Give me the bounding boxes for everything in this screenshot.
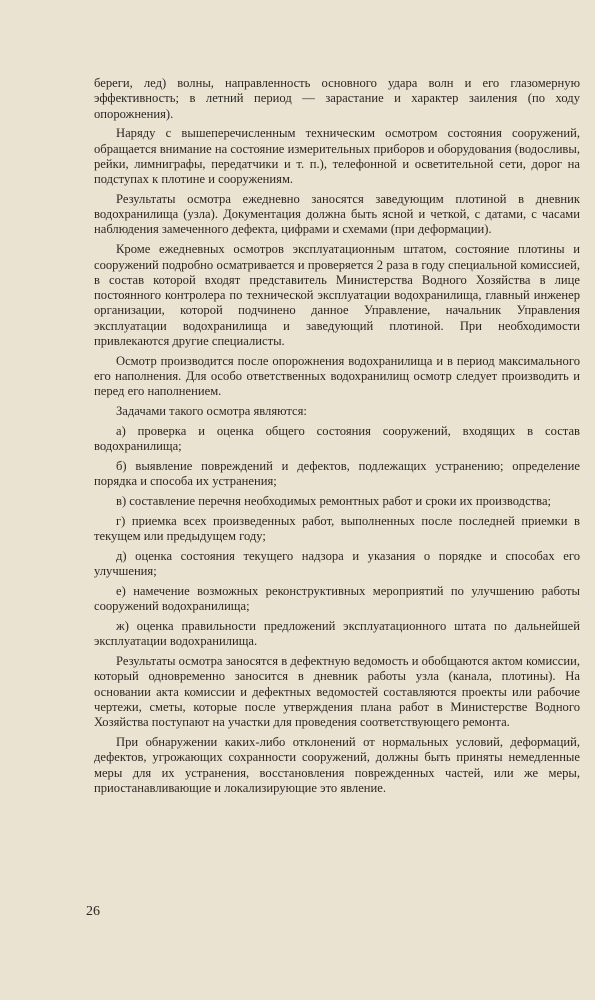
paragraph: Результаты осмотра заносятся в дефектную ведомость и обобщаются актом комиссии, который одновременно заносится в дневник работы узла (канала, плотины). На основании акта комиссии и дефектных ведомостей составляются проекты или рабочие чертежи, сметы, которые после утверждения плана работ в Министерстве Водного Хозяйства поступают на участки для проведения соответствующего ремонта. bbox=[94, 654, 580, 730]
list-item: е) намечение возможных реконструктивных мероприятий по улучшению работы сооружений водохранилища; bbox=[94, 584, 580, 614]
body-text bbox=[94, 76, 580, 801]
paragraph: Кроме ежедневных осмотров эксплуатационным штатом, состояние плотины и сооружений подробно осматривается и проверяется 2 раза в году специальной комиссией, в состав которой входят представитель Министерства Водного Хозяйства в лице постоянного контролера по технической эксплуатации водохранилища, главный инженер организации, которой подчинено данное Управление, начальник Управления эксплуатации водохранилища и заведующий плотиной. При необходимости привлекаются другие специалисты. bbox=[94, 242, 580, 348]
list-item: ж) оценка правильности предложений эксплуатационного штата по дальнейшей эксплуатации водохранилища. bbox=[94, 619, 580, 649]
paragraph: Наряду с вышеперечисленным техническим осмотром состояния сооружений, обращается внимание на состояние измерительных приборов и оборудования (водосливы, рейки, лимниграфы, передатчики и т. п.), телефонной и осветительной сети, дорог на подступах к плотине и сооружениям. bbox=[94, 126, 580, 187]
list-item: в) составление перечня необходимых ремонтных работ и сроки их производства; bbox=[116, 494, 552, 508]
list-intro: Задачами такого осмотра являются: bbox=[116, 403, 307, 418]
paragraph-continuation: береги, лед) волны, направленность основного удара волн и его глазомерную эффективность; в летний период — зарастание и характер заиления (по ходу опорожнения). bbox=[94, 76, 580, 121]
paragraph: При обнаружении каких-либо отклонений от нормальных условий, деформаций, дефектов, угрожающих сохранности сооружений, должны быть приняты немедленные меры для их устранения, восстановления поврежденных частей, или же меры, приостанавливающие и локализирующие это явление. bbox=[94, 735, 580, 795]
page-number: 26 bbox=[86, 904, 100, 919]
paragraph: Результаты осмотра ежедневно заносятся заведующим плотиной в дневник водохранилища (узла). Документация должна быть ясной и четкой, с датами, с часами наблюдения замеченного дефекта, цифрами и схемами (при деформации). bbox=[94, 191, 580, 237]
list-item: б) выявление повреждений и дефектов, подлежащих устранению; определение порядка и способа их устранения; bbox=[94, 458, 580, 489]
paragraph: Осмотр производится после опорожнения водохранилища и в период максимального его наполнения. Для особо ответственных водохранилищ осмотр следует производить и перед его наполнением. bbox=[94, 353, 580, 399]
list-item: а) проверка и оценка общего состояния сооружений, входящих в состав водохранилища; bbox=[94, 423, 580, 454]
list-item: г) приемка всех произведенных работ, выполненных после последней приемки в текущем или предыдущем году; bbox=[94, 513, 580, 544]
list-item: д) оценка состояния текущего надзора и указания о порядке и способах его улучшения; bbox=[94, 548, 580, 579]
